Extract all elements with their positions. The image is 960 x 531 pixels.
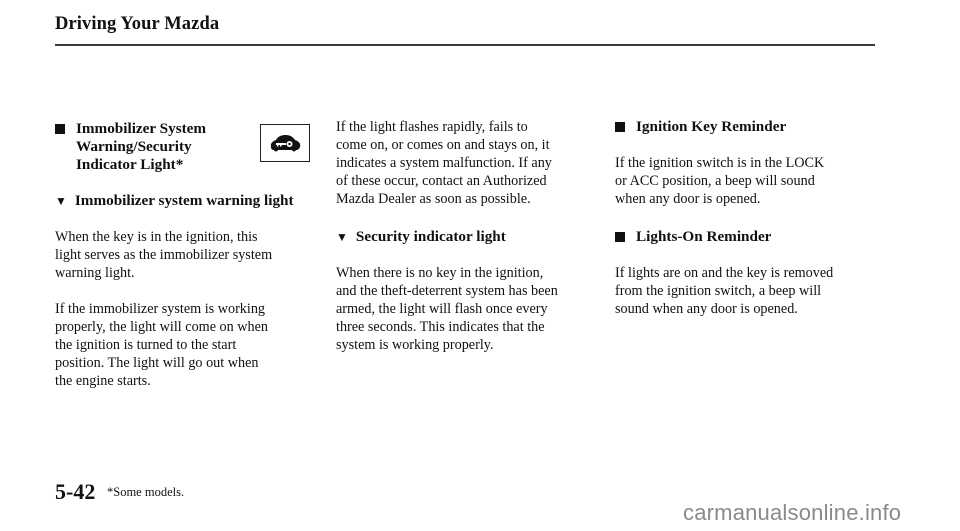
column-security <box>336 118 596 354</box>
section-heading-lights-on-reminder: Lights-On Reminder <box>615 228 885 246</box>
footnote: *Some models. <box>107 485 185 499</box>
paragraph-ignition-key-reminder: If the ignition switch is in the LOCK or ACC position, a beep will sound when any door is opened. <box>615 155 825 207</box>
paragraph-no-key: When there is no key in the ignition, and the theft-deterrent system has been armed, the light will flash once every three seconds. This indicates that the system is working properly. <box>336 265 558 353</box>
section-heading-text: Immobilizer System Warning/Security Indicator Light* <box>76 120 207 173</box>
square-bullet-icon <box>615 232 625 242</box>
paragraph-malfunction: If the light flashes rapidly, fails to come on, or comes on and stays on, it indicates a system malfunction. If any of these occur, contact an Authorized Mazda Dealer as soon as possible. <box>336 119 552 207</box>
triangle-bullet-icon: ▼ <box>336 230 348 244</box>
page-number: 5-42 <box>55 479 96 504</box>
square-bullet-icon <box>55 124 65 134</box>
section-heading-ignition-key-reminder: Ignition Key Reminder <box>615 118 885 136</box>
paragraph-working-properly: If the immobilizer system is working properly, the light will come on when the ignition is turned to the start position. The light will go out when the engine starts. <box>55 301 269 389</box>
subheading-immobilizer-warning-light: ▼ Immobilizer system warning light <box>55 192 294 209</box>
paragraph-key-in-ignition: When the key is in the ignition, this light serves as the immobilizer system warning light. <box>55 229 273 281</box>
paragraph-lights-on-reminder: If lights are on and the key is removed from the ignition switch, a beep will sound when any door is opened. <box>615 265 834 317</box>
triangle-bullet-icon: ▼ <box>55 194 67 208</box>
square-bullet-icon <box>615 122 625 132</box>
indicator-light-symbol-box <box>260 124 310 162</box>
car-with-key-icon <box>268 132 302 154</box>
header-rule <box>55 44 875 46</box>
column-reminders <box>615 118 885 318</box>
subheading-security-indicator-light: ▼ Security indicator light <box>336 228 506 245</box>
watermark: carmanualsonline.info <box>683 500 902 525</box>
page-header-title: Driving Your Mazda <box>55 14 220 34</box>
